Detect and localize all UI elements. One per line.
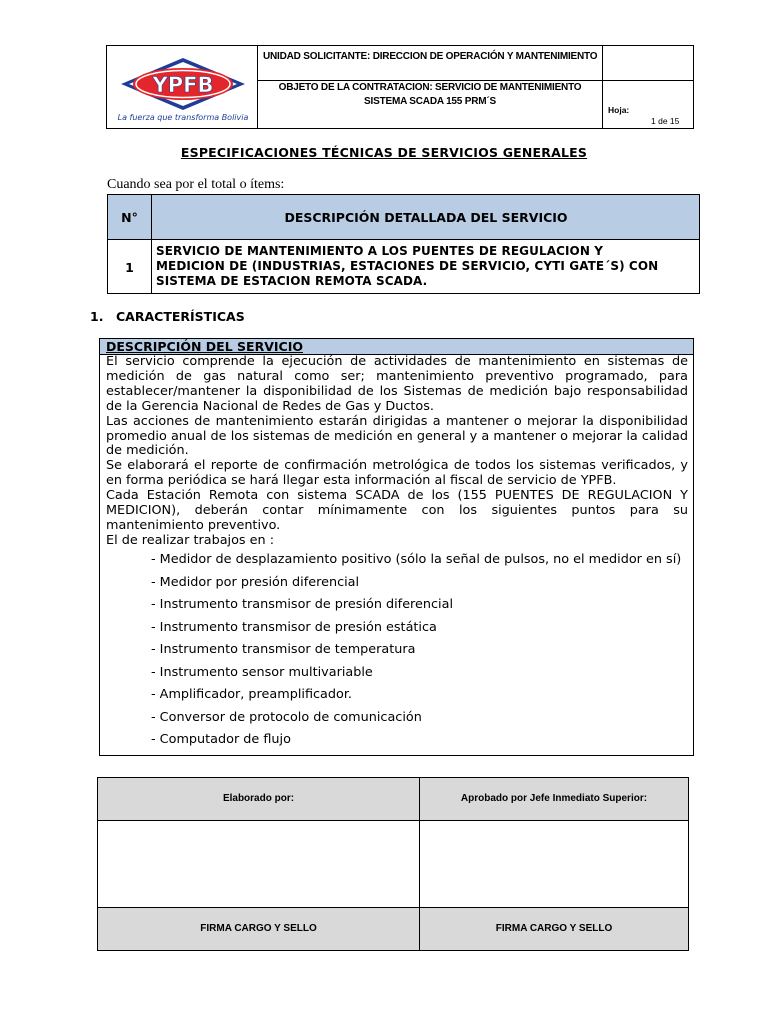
ypfb-logo — [113, 54, 253, 124]
list-item: - Medidor de desplazamiento positivo (sólo la señal de pulsos, no el medidor en sí) — [151, 552, 682, 567]
description-paragraph: Cada Estación Remota con sistema SCADA de los (155 PUENTES DE REGULACION Y MEDICION), deberán contar mínimamente con los siguientes puntos para su mantenimiento preventivo. — [106, 488, 688, 533]
list-item: - Instrumento transmisor de presión estática — [151, 619, 437, 635]
svg-text:La fuerza que transforma Boliv: La fuerza que transforma Bolivia — [117, 113, 249, 122]
col-desc-header: DESCRIPCIÓN DETALLADA DEL SERVICIO — [284, 210, 568, 225]
elaborado-label: Elaborado por: — [222, 793, 295, 804]
row-desc-line: SISTEMA DE ESTACION REMOTA SCADA. — [156, 274, 428, 288]
row-desc-line: SERVICIO DE MANTENIMIENTO A LOS PUENTES DE REGULACION Y — [156, 244, 604, 258]
description-box — [99, 338, 694, 756]
description-body — [106, 355, 688, 549]
service-table — [107, 194, 700, 294]
intro-text: Cuando sea por el total o ítems: — [107, 177, 285, 192]
firma-left-label: FIRMA CARGO Y SELLO — [200, 923, 317, 934]
row-desc-line: MEDICION DE (INDUSTRIAS, ESTACIONES DE SERVICIO, CYTI GATE´S) CON — [156, 259, 659, 273]
list-item: - Medidor por presión diferencial — [151, 574, 360, 590]
work-items-list — [151, 551, 681, 754]
aprobado-label: Aprobado por Jefe Inmediato Superior: — [460, 793, 648, 804]
unidad-solicitante: UNIDAD SOLICITANTE: DIRECCION DE OPERACIÓN Y MANTENIMIENTO — [263, 51, 598, 62]
description-paragraph: Se elaborará el reporte de confirmación metrológica de todos los sistemas verificados, y en forma periódica se hará llegar esta información al fiscal de servicio de YPFB. — [106, 458, 688, 489]
list-item: - Conversor de protocolo de comunicación — [151, 709, 422, 725]
description-paragraph: El servicio comprende la ejecución de actividades de mantenimiento en sistemas de medición de gas natural como ser; mantenimiento preventivo programado, para establecer/mantener la disponibilidad de los Sistemas de medición bajo responsabilidad de la Gerencia Nacional de Redes de Gas y Ductos. — [106, 354, 688, 414]
col-num-header: N° — [121, 210, 138, 225]
signature-table — [97, 777, 689, 951]
objeto-line2: SISTEMA SCADA 155 PRM´S — [364, 96, 496, 107]
description-title: DESCRIPCIÓN DEL SERVICIO — [106, 339, 303, 354]
svg-text:YPFB: YPFB — [152, 73, 214, 97]
row-desc — [156, 244, 696, 289]
firma-right-label: FIRMA CARGO Y SELLO — [495, 923, 613, 934]
list-item: - Instrumento transmisor de presión diferencial — [151, 597, 454, 612]
section-number: 1. — [90, 309, 104, 324]
objeto-line1: OBJETO DE LA CONTRATACION: SERVICIO DE MANTENIMIENTO — [278, 82, 582, 93]
section-title: CARACTERÍSTICAS — [116, 309, 245, 324]
document-header — [106, 45, 694, 129]
document-title: ESPECIFICACIONES TÉCNICAS DE SERVICIOS GENERALES — [180, 145, 588, 160]
description-paragraph: Las acciones de mantenimiento estarán dirigidas a mantener o mejorar la disponibilidad promedio anual de los sistemas de medición en general y a mantener o mejorar la calidad de medición. — [106, 413, 688, 459]
list-item: - Instrumento sensor multivariable — [151, 664, 373, 680]
row-num: 1 — [125, 260, 134, 275]
list-item: - Computador de flujo — [151, 732, 291, 747]
description-paragraph: El de realizar trabajos en : — [106, 532, 275, 548]
page-number: 1 de 15 — [651, 116, 680, 126]
section-heading — [90, 309, 245, 324]
list-item: - Instrumento transmisor de temperatura — [151, 642, 416, 657]
list-item: - Amplificador, preamplificador. — [151, 687, 352, 702]
hoja-label: Hoja: — [608, 105, 630, 115]
